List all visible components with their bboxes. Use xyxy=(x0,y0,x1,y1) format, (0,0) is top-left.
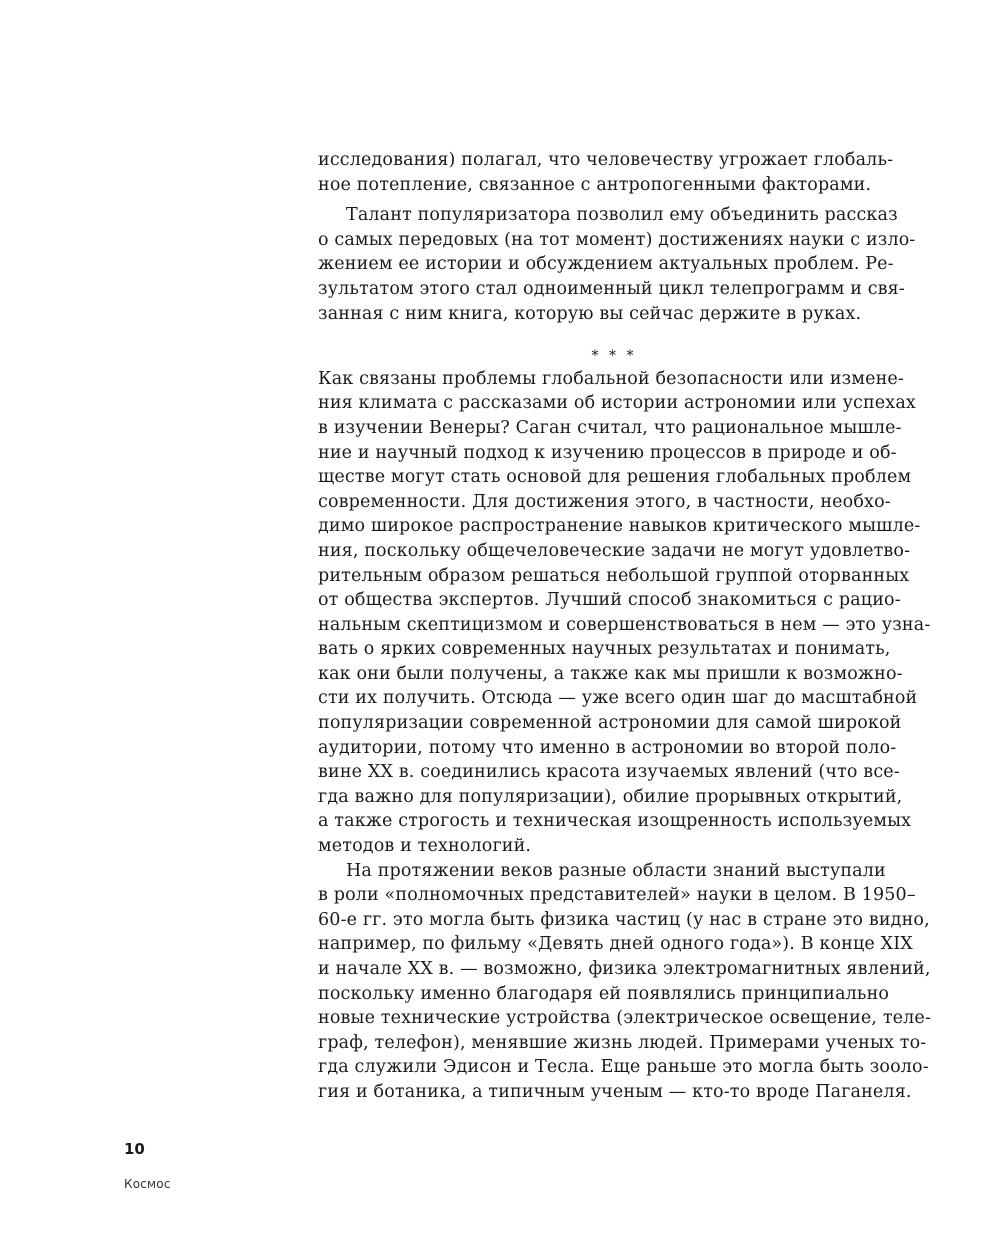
paragraph-2 xyxy=(318,203,916,326)
text-line: ние и научный подход к изучению процессов в природе и об- xyxy=(318,442,897,463)
paragraph-3 xyxy=(318,367,931,859)
text-line: гия и ботаника, а типичным ученым — кто-то вроде Паганеля. xyxy=(318,1081,912,1102)
text-line: рительным образом решаться небольшой группой оторванных xyxy=(318,565,910,586)
text-line: нальным скептицизмом и совершенствоваться в нем — это узна- xyxy=(318,614,931,635)
text-line: сти их получить. Отсюда — уже всего один шаг до масштабной xyxy=(318,688,918,709)
text-line: современности. Для достижения этого, в частности, необхо- xyxy=(318,491,891,512)
text-line: например, по фильму «Девять дней одного года»). В конце XIX xyxy=(318,934,913,955)
text-line: ния климата с рассказами об истории астрономии или успехах xyxy=(318,393,916,414)
text-line: поскольку именно благодаря ей появлялись принципиально xyxy=(318,983,890,1004)
text-line: граф, телефон), менявшие жизнь людей. Примерами ученых то- xyxy=(318,1032,927,1053)
page-number: 10 xyxy=(124,1140,145,1158)
text-line: гда служили Эдисон и Тесла. Еще раньше это могла быть зооло- xyxy=(318,1057,929,1078)
paragraph-4 xyxy=(318,859,932,1105)
text-line: аудитории, потому что именно в астрономии во второй поло- xyxy=(318,737,897,758)
text-line: вине XX в. соединились красота изучаемых явлений (что все- xyxy=(318,762,900,783)
text-line: а также строгость и техническая изощренность используемых xyxy=(318,811,912,832)
text-line: ное потепление, связанное с антропогенными факторами. xyxy=(318,174,872,195)
text-line: и начале XX в. — возможно, физика электромагнитных явлений, xyxy=(318,959,931,979)
text-line: популяризации современной астрономии для самой широкой xyxy=(318,713,902,734)
text-line: методов и технологий. xyxy=(318,836,532,857)
text-line: в роли «полномочных представителей» науки в целом. В 1950– xyxy=(318,885,916,906)
text-line: как они были получены, а также как мы пришли к возможно- xyxy=(318,663,903,684)
text-line: в изучении Венеры? Саган считал, что рациональное мышле- xyxy=(318,417,902,438)
running-footer: Космос xyxy=(124,1177,171,1191)
body-text xyxy=(318,148,932,1105)
text-line: Как связаны проблемы глобальной безопасности или измене- xyxy=(318,368,904,389)
text-line: исследования) полагал, что человечеству угрожает глобаль- xyxy=(318,150,894,170)
text-line: от общества экспертов. Лучший способ знакомиться с рацио- xyxy=(318,590,901,611)
text-line: занная с ним книга, которую вы сейчас держите в руках. xyxy=(318,303,862,324)
text-line: димо широкое распространение навыков критического мышле- xyxy=(318,516,921,537)
text-line: ния, поскольку общечеловеческие задачи не могут удовлетво- xyxy=(318,540,911,561)
text-line: новые технические устройства (электрическое освещение, теле- xyxy=(318,1008,932,1029)
text-line: жением ее истории и обсуждением актуальных проблем. Ре- xyxy=(318,254,894,275)
section-separator: * * * xyxy=(591,348,637,365)
text-line: ществе могут стать основой для решения глобальных проблем xyxy=(318,467,912,488)
text-line: 60-е гг. это могла быть физика частиц (у нас в стране это видно, xyxy=(318,909,930,930)
text-line: гда важно для популяризации), обилие прорывных открытий, xyxy=(318,786,903,807)
text-line: вать о ярких современных научных результатах и понимать, xyxy=(318,639,891,660)
text-line: Талант популяризатора позволил ему объединить рассказ xyxy=(346,205,898,226)
text-line: зультатом этого стал одноименный цикл телепрограмм и свя- xyxy=(318,278,905,299)
text-line: о самых передовых (на тот момент) достижениях науки с изло- xyxy=(318,229,916,250)
text-line: На протяжении веков разные области знаний выступали xyxy=(346,860,886,881)
paragraph-1 xyxy=(318,148,894,197)
